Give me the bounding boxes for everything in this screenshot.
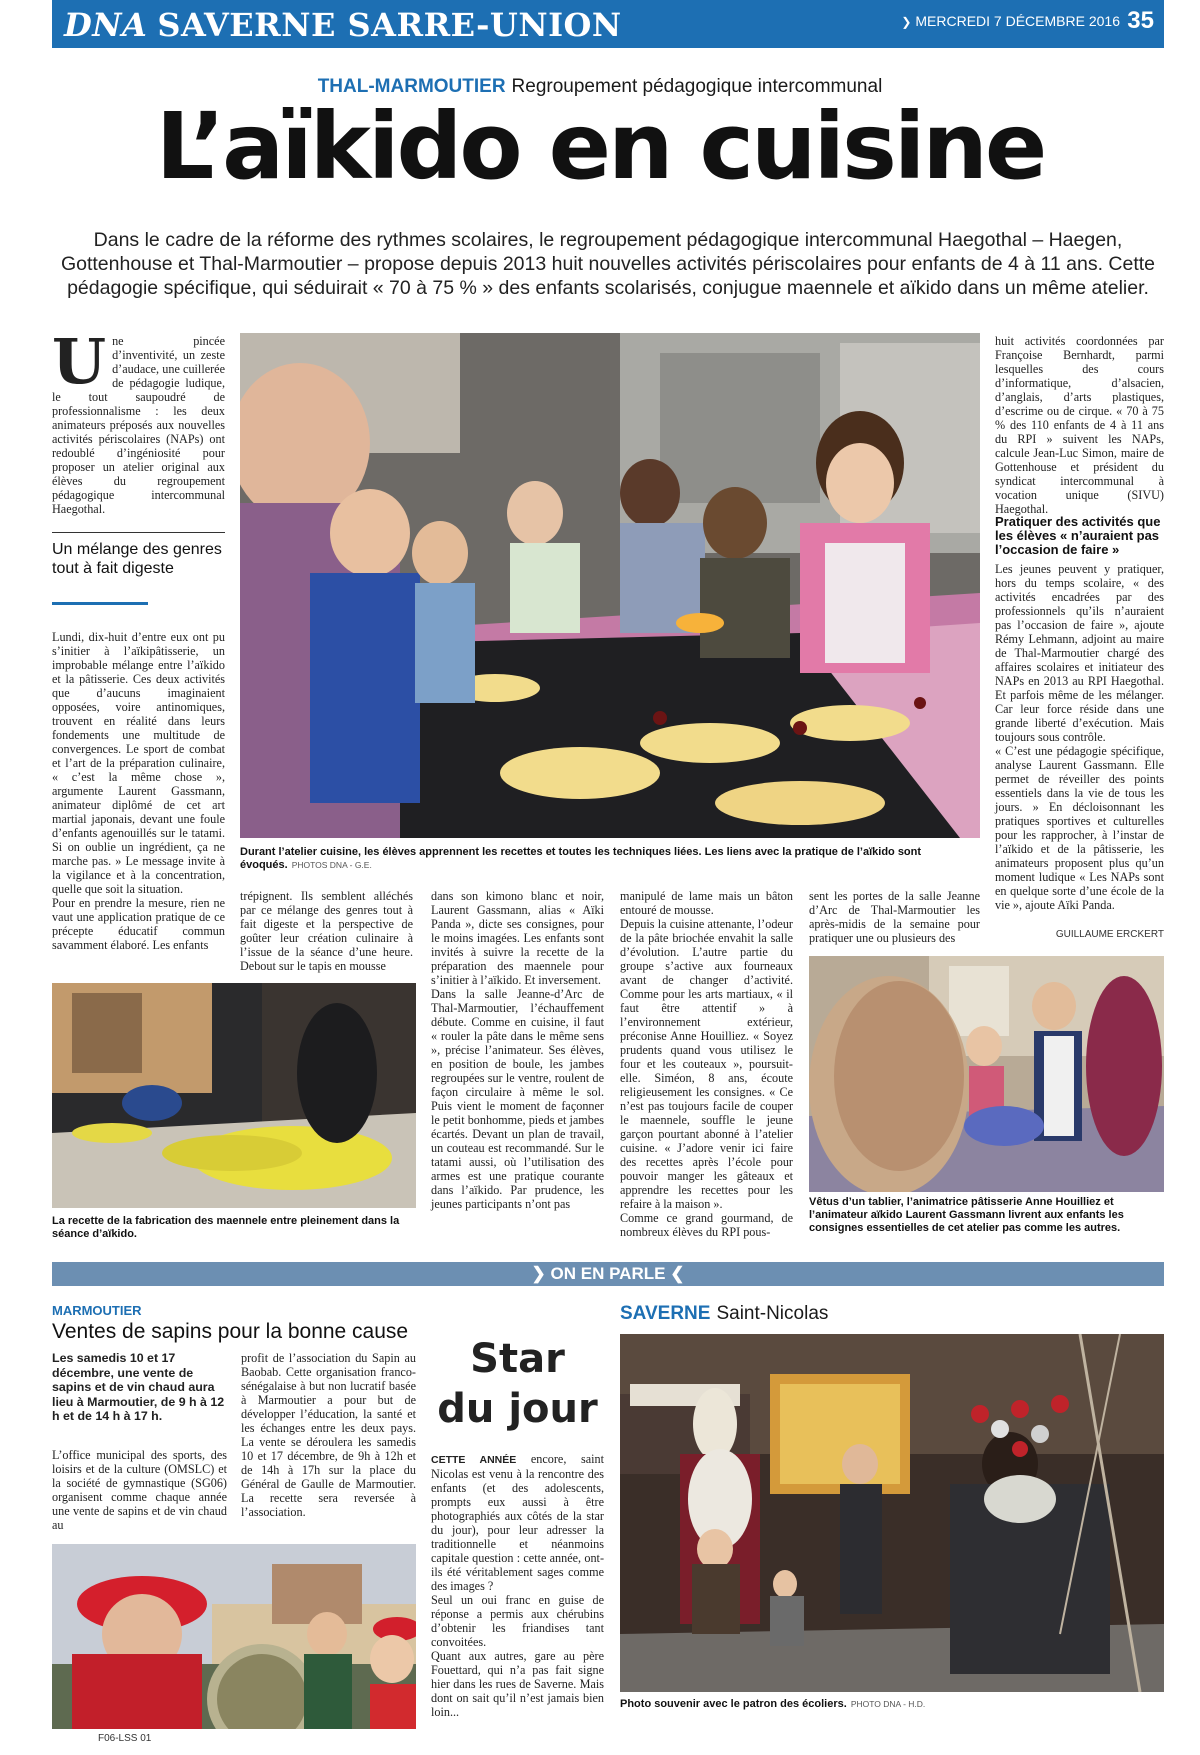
star-body xyxy=(431,1452,604,1719)
star-title-line: Star xyxy=(470,1336,565,1382)
intro-text: ne pincée d’inventivité, un zeste d’audace, une cuillerée de pédagogie ludique, le tout saupoudré de professionnalisme : les deux animateurs préposés aux nouvelles activités périscolaires (NAPs) ont redoublé d’ingéniosité pour proposer un atelier original aux élèves du regroupement pédagogique intercommunal Haegothal. xyxy=(52,334,225,516)
body-paragraph: Quant aux autres, gare au père Fouettard, qui n’a pas fait signe hier dans les rues de Saverne. Mais dont on sait qu’il n’est jamais bien loin... xyxy=(431,1649,604,1719)
body-column-6-cont xyxy=(995,562,1164,912)
body-paragraph: huit activités coordonnées par Françoise Bernhardt, parmi lesquelles des cours d’informatique, d’alsacien, d’anglais, d’arts plastiques, d’escrime ou de cirque. « 70 à 75 % des 110 enfants de 4 à 11 ans du RPI » suivent les NAPs, calcule Jean-Luc Simon, maire de Gottenhouse et président du syndicat intercommunal à vocation unique (SIVU) Haegothal. xyxy=(995,334,1164,516)
star-title xyxy=(431,1334,604,1434)
body-column-2 xyxy=(240,889,413,973)
divider xyxy=(52,532,225,533)
section-band xyxy=(52,1262,1164,1286)
subheading-2: Pratiquer des activités que les élèves « n’auraient pas l’occasion de faire » xyxy=(995,514,1161,557)
brief-lead: Les samedis 10 et 17 décembre, une vente de sapins et de vin chaud aura lieu à Marmoutier, de 9 h à 12 h et de 14 h à 17 h. xyxy=(52,1351,225,1423)
brief-body-col2 xyxy=(241,1351,416,1519)
chevron-right-icon: ❯ xyxy=(531,1264,546,1283)
brief-body xyxy=(52,1448,227,1532)
body-column-5 xyxy=(809,889,980,945)
photo-illustration xyxy=(809,956,1164,1192)
main-photo-caption xyxy=(240,846,980,872)
caption-text: Durant l’atelier cuisine, les élèves apprennent les recettes et toutes les techniques liées. Les liens avec la pratique de l’aïkido sont évoqués. xyxy=(240,846,922,871)
issue-date xyxy=(901,13,1120,29)
page-header xyxy=(52,0,1164,48)
body-paragraph: profit de l’association du Sapin au Baobab. Cette organisation franco-sénégalaise à but non lucratif basée à Marmoutier a pour but de développer l’éducation, la santé et les échanges entre les deux pays. La vente se déroulera les samedis 10 et 17 décembre, de 9h à 12h et de 14h à 17h sur la place du Général de Gaulle de Marmoutier. La recette sera reversée à l’association. xyxy=(241,1351,416,1519)
edition-name: SAVERNE SARRE-UNION xyxy=(157,6,622,44)
photo-credit: PHOTOS DNA - G.E. xyxy=(291,860,372,870)
main-photo-cooking-workshop xyxy=(240,333,980,838)
chevron-left-icon: ❮ xyxy=(670,1264,685,1283)
body-paragraph: trépignent. Ils semblent alléchés par ce mélange des genres tout à fait digeste et la perspective de goûter leur création culinaire à l’issue de la séance d’une heure. Debout sur le tapis en mousse xyxy=(240,889,413,973)
intro-paragraph xyxy=(52,325,225,516)
article-lead: Dans le cadre de la réforme des rythmes scolaires, le regroupement pédagogique intercommunal Haegothal – Haegen, Gottenhouse et Thal-Marmoutier – propose depuis 2013 huit nouvelles activités périscolaires pour enfants de 4 à 11 ans. Cette pédagogie spécifique, qui séduirait « 70 à 75 % » des enfants scolarisés, conjugue maennele et aïkido dans un même atelier. xyxy=(60,229,1156,299)
body-paragraph: Pour en prendre la mesure, rien ne vaut une application pratique de ce précepte éducatif commun savamment élaboré. Les enfants xyxy=(52,896,225,952)
brief-3-heading xyxy=(620,1303,1164,1325)
body-column-6 xyxy=(995,334,1164,516)
subheading-underline xyxy=(52,602,148,605)
photo-illustration xyxy=(52,1544,416,1729)
body-paragraph: Comme ce grand gourmand, de nombreux élèves du RPI pous- xyxy=(620,1211,793,1239)
date-text: MERCREDI 7 DÉCEMBRE 2016 xyxy=(915,13,1120,29)
star-title-line: du jour xyxy=(437,1386,598,1432)
body-paragraph: L’office municipal des sports, des loisirs et de la culture (OMSLC) et la société de gymnastique (SG06) organisent comme chaque année une vente de sapins et de vin chaud au xyxy=(52,1448,227,1532)
photo-illustration xyxy=(240,333,980,838)
body-paragraph: manipulé de lame mais un bâton entouré de mousse. xyxy=(620,889,793,917)
photo-credit: PHOTO DNA - H.D. xyxy=(850,1699,926,1709)
chevron-right-icon: ❯ xyxy=(901,15,912,29)
brand-logo: DNA xyxy=(64,6,148,44)
body-paragraph: Seul un oui franc en guise de réponse a permis aux chérubins d’obtenir les friandises tant convoitées. xyxy=(431,1593,604,1649)
brief-location: MARMOUTIER xyxy=(52,1303,142,1318)
aikido-photo-caption: La recette de la fabrication des maennele entre pleinement dans la séance d’aïkido. xyxy=(52,1215,400,1240)
article-kicker-text: Regroupement pédagogique intercommunal xyxy=(511,76,883,97)
body-text: encore, saint Nicolas est venu à la rencontre des enfants (et des adolescents, prompts eux aussi à être photographiés aux côtés de la star du jour), pour leur adresser la traditionnelle et néanmoins capitale question : cette année, ont-ils été véritablement sages comme des images ? xyxy=(431,1452,605,1593)
brief-3-kicker: Saint-Nicolas xyxy=(716,1303,829,1324)
drop-cap: U xyxy=(52,325,107,398)
page-code: F06-LSS 01 xyxy=(98,1733,152,1744)
body-column-1 xyxy=(52,630,225,952)
christmas-tree-sale-photo xyxy=(52,1544,416,1729)
newspaper-brand xyxy=(64,6,622,44)
body-paragraph: Lundi, dix-huit d’entre eux ont pu s’initier à l’aïkipâtisserie, un improbable mélange entre l’aïkido et la pâtisserie. Ces deux activités que d’aucuns imaginaient opposées, voire antinomiques, trouvent en réalité dans leurs fondements une multitude de convergences. Le sport de combat et l’art de la préparation culinaire, « c’est la même chose », argumente Laurent Gassmann, animateur diplômé de cet art martial japonais, devant une foule d’enfants agenouillés sur le tatami. Si on oublie un ingrédient, ça ne marche pas. » Le message invite à la vigilance et à la concentration, quelle que soit la situation. xyxy=(52,630,225,896)
animators-photo-caption: Vêtus d’un tablier, l’animatrice pâtisserie Anne Houilliez et l’animateur aïkido Laurent Gassmann livrent aux enfants les consignes essentielles de cet atelier pas comme les autres. xyxy=(809,1196,1124,1234)
brief-3-location: SAVERNE xyxy=(620,1303,711,1324)
lead-word: CETTE ANNÉE xyxy=(431,1454,517,1466)
caption-text: Photo souvenir avec le patron des écoliers. xyxy=(620,1698,847,1710)
body-paragraph: Depuis la cuisine attenante, l’odeur de la pâte briochée envahit la salle d’évolution. L’autre partie du groupe s’active aux fourneaux avant de changer d’activité. Comme pour les arts martiaux, « il faut être attentif » à l’environnement extérieur, préconise Anne Houilliez. « Soyez prudents quand vous utilisez le four et les couteaux », poursuit-elle. Siméon, 8 ans, écoute religieusement les consignes. « Ce n’est pas toujours facile de couper le maennele, souffle le jeune garçon pourtant abonné à l’atelier cuisine. « J’adore venir ici faire des recettes après l’école pour pouvoir manger les gâteaux et apprendre les recettes pour les refaire à la maison ». xyxy=(620,917,793,1211)
animators-photo xyxy=(809,956,1164,1192)
section-band-label: ON EN PARLE xyxy=(550,1264,666,1283)
body-column-4 xyxy=(620,889,793,1239)
body-column-3 xyxy=(431,889,604,1211)
article-location: THAL-MARMOUTIER xyxy=(317,76,506,97)
body-paragraph: Les jeunes peuvent y pratiquer, hors du temps scolaire, « des activités encadrées par des professionnels qu’ils n’auraient pas l’occasion de faire », ajoute Rémy Lehmann, adjoint au maire de Thal-Marmoutier chargé des affaires scolaires et initiateur des NAPs en 2013 au RPI Haegothal. Et parfois même de les mélanger. Car leur force réside dans une grande liberté d’exécution. Mais toujours sous contrôle. xyxy=(995,562,1164,744)
body-paragraph: sent les portes de la salle Jeanne d’Arc de Thal-Marmoutier les après-midis de la semaine pour pratiquer une ou plusieurs des xyxy=(809,889,980,945)
saint-nicolas-caption xyxy=(620,1698,1164,1711)
body-paragraph: Dans la salle Jeanne-d’Arc de Thal-Marmoutier, l’échauffement débute. Comme en cuisine, il faut « rouler la pâte dans le même sens », précise l’animateur. Ses élèves, en position de boule, les jambes regroupées sur le ventre, roulent de façon circulaire à même le sol. Puis vient le moment de façonner le petit bonhomme, pieds et jambes écartés. Devant un plan de travail, un couteau est recommandé. Sur le tatami aussi, où l’utilisation des armes est une pratique courante dans l’aïkido. Par prudence, les jeunes participants n’ont pas xyxy=(431,987,604,1211)
aikido-photo xyxy=(52,983,416,1208)
photo-illustration xyxy=(620,1334,1164,1692)
page-number: 35 xyxy=(1127,7,1154,34)
photo-illustration xyxy=(52,983,416,1208)
subheading: Un mélange des genres tout à fait digeste xyxy=(52,541,222,577)
article-headline: L’aïkido en cuisine xyxy=(155,93,1045,200)
body-paragraph: « C’est une pédagogie spécifique, analyse Laurent Gassmann. Elle permet de réveiller des points essentiels dans la vie de tous les jours. » En décloisonnant les pratiques sportives et culturelles pour les rapprocher, à l’instar de l’aïkido et de la pâtisserie, les animateurs proposent plus qu’un moment ludique « Les NAPs sont en quelque sorte d’une école de la vie », ajoute Aïki Panda. xyxy=(995,744,1164,912)
brief-title: Ventes de sapins pour la bonne cause xyxy=(52,1320,409,1343)
author-signature: GUILLAUME ERCKERT xyxy=(1055,929,1164,940)
body-paragraph: dans son kimono blanc et noir, Laurent Gassmann, alias « Aïki Panda », dicte ses consignes, pour le moins imagées. Les enfants sont invités à suivre la recette de la préparation des maennele pour s’initier à l’aïkido. Et inversement. xyxy=(431,889,604,987)
saint-nicolas-photo xyxy=(620,1334,1164,1692)
